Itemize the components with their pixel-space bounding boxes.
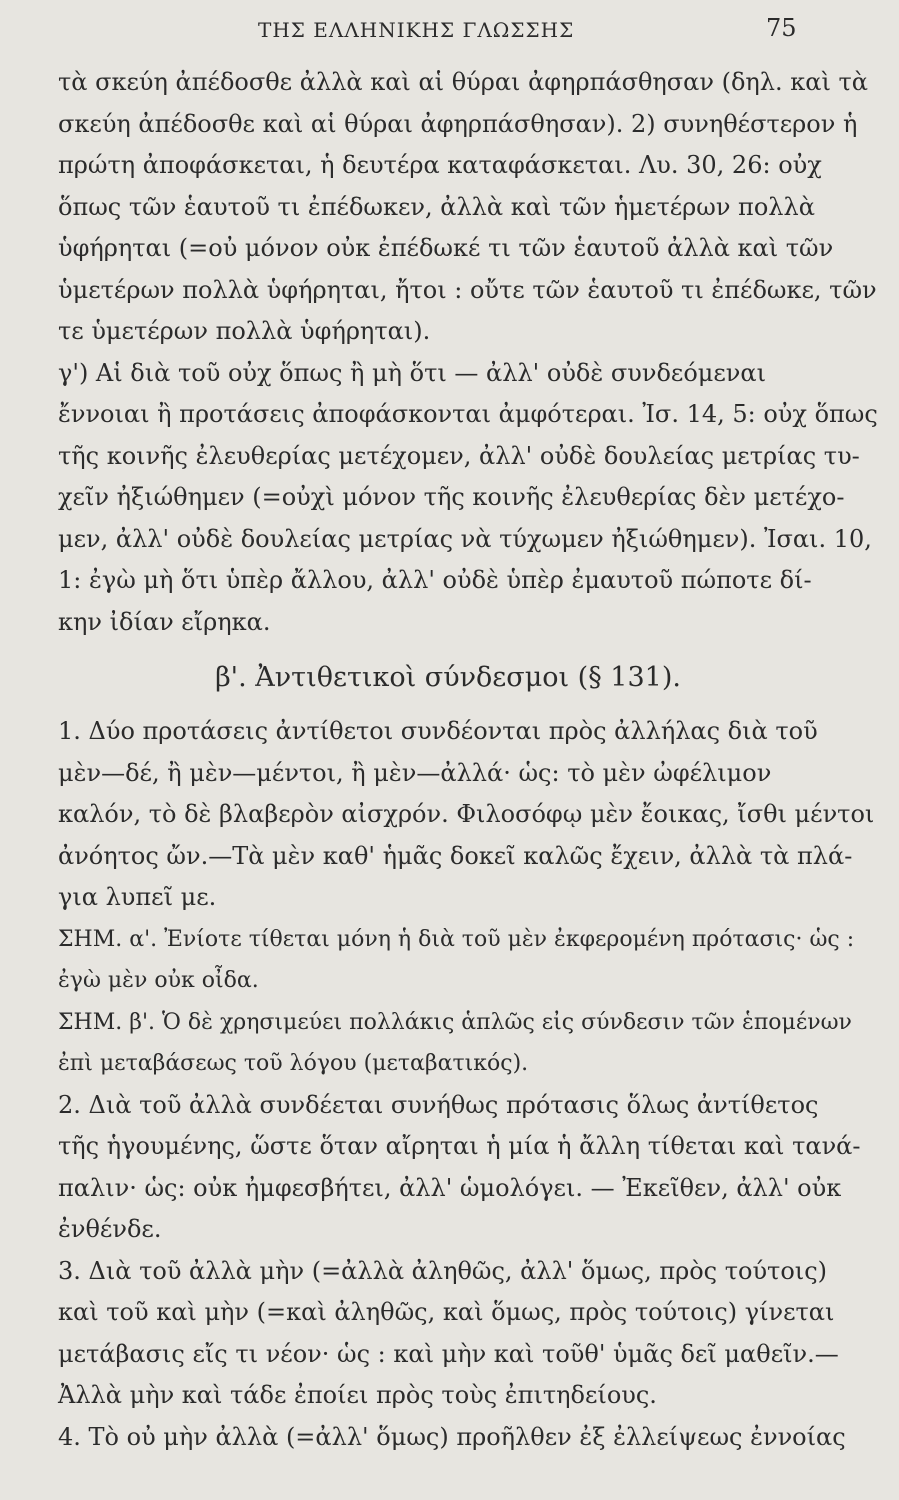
- text-line: ὑμετέρων πολλὰ ὑφήρηται, ἤτοι : οὔτε τῶν ἑαυτοῦ τι ἐπέδωκε, τῶν: [58, 275, 877, 304]
- note-line: ἐπὶ μεταβάσεως τοῦ λόγου (μεταβατικός).: [58, 1051, 529, 1076]
- note-line: ΣΗΜ. β'. Ὁ δὲ χρησιμεύει πολλάκις ἁπλῶς εἰς σύνδεσιν τῶν ἑπομένων: [58, 1009, 852, 1035]
- text-line: 4. Τὸ οὐ μὴν ἀλλὰ (=ἀλλ' ὅμως) προῆλθεν ἐξ ἐλλείψεως ἐννοίας: [58, 1422, 846, 1451]
- note-line: ΣΗΜ. α'. Ἐνίοτε τίθεται μόνη ἡ διὰ τοῦ μὲν ἐκφερομένη πρότασις· ὡς :: [58, 926, 855, 952]
- text-line: τῆς ἡγουμένης, ὥστε ὅταν αἴρηται ἡ μία ἡ ἄλλη τίθεται καὶ τανά-: [58, 1132, 861, 1160]
- text-line: χεῖν ἠξιώθημεν (=οὐχὶ μόνον τῆς κοινῆς ἐλευθερίας δὲν μετέχο-: [58, 483, 845, 511]
- text-line: καλόν, τὸ δὲ βλαβερὸν αἰσχρόν. Φιλοσόφῳ μὲν ἔοικας, ἴσθι μέντοι: [58, 800, 875, 828]
- text-line: γ') Αἱ διὰ τοῦ οὐχ ὅπως ἢ μὴ ὅτι — ἀλλ' οὐδὲ συνδεόμεναι: [58, 358, 767, 387]
- note-line: ἐγὼ μὲν οὐκ οἶδα.: [58, 968, 259, 993]
- body-text: [58, 62, 878, 1458]
- text-line: ὑφήρηται (=οὐ μόνον οὐκ ἐπέδωκέ τι τῶν ἑαυτοῦ ἀλλὰ καὶ τῶν: [58, 234, 834, 262]
- text-line: 1. Δύο προτάσεις ἀντίθετοι συνδέονται πρὸς ἀλλήλας διὰ τοῦ: [58, 717, 818, 745]
- page-number: 75: [766, 14, 797, 42]
- text-line: μεν, ἀλλ' οὐδὲ δουλείας μετρίας νὰ τύχωμεν ἠξιώθημεν). Ἰσαι. 10,: [58, 524, 872, 553]
- text-line: μὲν—δέ, ἢ μὲν—μέντοι, ἢ μὲν—ἀλλά· ὡς: τὸ μὲν ὠφέλιμον: [58, 758, 772, 787]
- text-line: καὶ τοῦ καὶ μὴν (=καὶ ἀληθῶς, καὶ ὅμως, πρὸς τούτοις) γίνεται: [58, 1298, 835, 1326]
- text-line: σκεύη ἀπέδοσθε καὶ αἱ θύραι ἀφηρπάσθησαν). 2) συνηθέστερον ἡ: [58, 109, 858, 138]
- text-line: ὅπως τῶν ἑαυτοῦ τι ἐπέδωκεν, ἀλλὰ καὶ τῶν ἡμετέρων πολλὰ: [58, 192, 815, 221]
- section-title: β'. Ἀντιθετικοὶ σύνδεσμοι (§ 131).: [215, 662, 681, 693]
- text-line: για λυπεῖ με.: [58, 883, 217, 911]
- text-line: 1: ἐγὼ μὴ ὅτι ὑπὲρ ἄλλου, ἀλλ' οὐδὲ ὑπὲρ ἐμαυτοῦ πώποτε δί-: [58, 566, 812, 594]
- text-line: ἀνόητος ὤν.—Τὰ μὲν καθ' ἡμᾶς δοκεῖ καλῶς ἔχειν, ἀλλὰ τὰ πλά-: [58, 841, 853, 870]
- text-line: Ἀλλὰ μὴν καὶ τάδε ἐποίει πρὸς τοὺς ἐπιτηδείους.: [58, 1381, 657, 1409]
- text-line: ἔννοιαι ἢ προτάσεις ἀποφάσκονται ἀμφότεραι. Ἰσ. 14, 5: οὐχ ὅπως: [58, 400, 878, 428]
- text-line: τὰ σκεύη ἀπέδοσθε ἀλλὰ καὶ αἱ θύραι ἀφηρπάσθησαν (δηλ. καὶ τὰ: [58, 68, 868, 96]
- page-header: [0, 14, 899, 44]
- text-line: 2. Διὰ τοῦ ἀλλὰ συνδέεται συνήθως πρότασις ὅλως ἀντίθετος: [58, 1090, 819, 1119]
- text-line: κην ἰδίαν εἴρηκα.: [58, 607, 271, 636]
- text-line: ἐνθένδε.: [58, 1215, 162, 1243]
- text-line: μετάβασις εἴς τι νέον· ὡς : καὶ μὴν καὶ τοῦθ' ὑμᾶς δεῖ μαθεῖν.—: [58, 1339, 839, 1368]
- text-line: παλιν· ὡς: οὐκ ἠμφεσβήτει, ἀλλ' ὡμολόγει. — Ἐκεῖθεν, ἀλλ' οὐκ: [58, 1173, 842, 1202]
- running-title: ΤΗΣ ΕΛΛΗΝΙΚΗΣ ΓΛΩΣΣΗΣ: [258, 18, 575, 42]
- text-line: πρώτη ἀποφάσκεται, ἡ δευτέρα καταφάσκεται. Λυ. 30, 26: οὐχ: [58, 151, 822, 179]
- text-line: τε ὑμετέρων πολλὰ ὑφήρηται).: [58, 317, 431, 345]
- text-line: 3. Διὰ τοῦ ἀλλὰ μὴν (=ἀλλὰ ἀληθῶς, ἀλλ' ὅμως, πρὸς τούτοις): [58, 1256, 827, 1285]
- text-line: τῆς κοινῆς ἐλευθερίας μετέχομεν, ἀλλ' οὐδὲ δουλείας μετρίας τυ-: [58, 441, 860, 470]
